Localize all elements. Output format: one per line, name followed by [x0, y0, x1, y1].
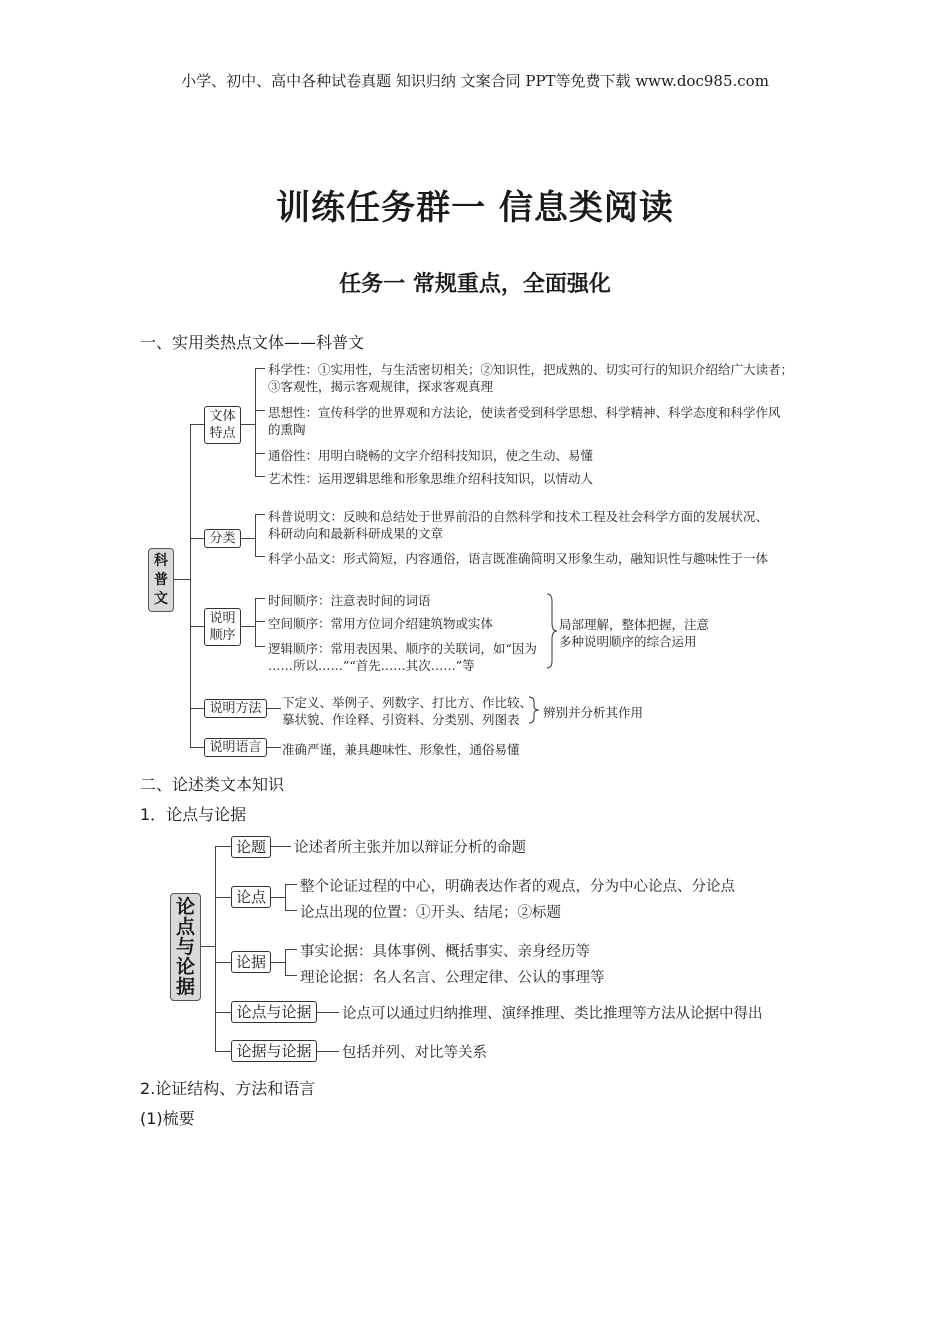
page-title: 训练任务群一 信息类阅读	[276, 188, 674, 228]
node-evidence-text-1: 事实论据：具体事例、概括事实、亲身经历等	[300, 944, 590, 960]
page-header: 小学、初中、高中各种试卷真题 知识归纳 文案合同 PPT等免费下载 www.doc985.com	[181, 72, 769, 90]
node-argument-evidence: 论点与论据	[231, 1001, 317, 1023]
section2-sub1: 1．论点与论据	[140, 805, 247, 824]
methods-line-2: 摹状貌、作诠释、引资料、分类别、列图表	[282, 712, 520, 727]
section2-sub2: 2.论证结构、方法和语言	[140, 1079, 316, 1098]
features-item-4: 艺术性：运用逻辑思维和形象思维介绍科技知识，以情动人	[268, 471, 594, 486]
types-item-1-line-2: 科研动向和最新科研成果的文章	[268, 526, 444, 541]
methods-note: 辨别并分析其作用	[543, 705, 644, 720]
node-topic: 论题	[231, 836, 271, 858]
features-item-1-line-2: ③客观性，揭示客观规律，探求客观真理	[268, 379, 494, 394]
node-argument-text-1: 整个论证过程的中心，明确表达作者的观点，分为中心论点、分论点	[300, 879, 735, 895]
language-text: 准确严谨，兼具趣味性、形象性，通俗易懂	[282, 742, 520, 757]
node-argument-text-2: 论点出现的位置：①开头、结尾；②标题	[300, 905, 561, 921]
node-argument: 论点	[231, 886, 271, 908]
features-item-2-line-2: 的熏陶	[268, 422, 306, 437]
language-node: 说明语言	[204, 738, 267, 757]
features-item-3: 通俗性：用明白晓畅的文字介绍科技知识，使之生动、易懂	[268, 448, 594, 463]
node-evidence-text-2: 理论论据：名人名言、公理定律、公认的事理等	[300, 970, 605, 986]
features-item-2-line-1: 思想性：宣传科学的世界观和方法论，使读者受到科学思想、科学精神、科学态度和科学作风	[268, 405, 781, 420]
page-subtitle: 任务一 常规重点，全面强化	[339, 272, 611, 297]
features-item-1-line-1: 科学性：①实用性，与生活密切相关；②知识性，把成熟的、切实可行的知识介绍给广大读者；	[268, 362, 794, 377]
order-note-line-1: 局部理解，整体把握，注意	[559, 617, 710, 632]
types-item-2: 科学小品文：形式简短，内容通俗，语言既准确简明又形象生动，融知识性与趣味性于一体	[268, 551, 769, 566]
types-node: 分类	[204, 529, 241, 548]
node-argument-evidence-text: 论点可以通过归纳推理、演绎推理、类比推理等方法从论据中得出	[342, 1006, 763, 1022]
kepuwen-root: 科 普 文	[148, 548, 174, 612]
node-topic-text: 论述者所主张并加以辩证分析的命题	[294, 840, 526, 856]
node-evidence-evidence-text: 包括并列、对比等关系	[342, 1045, 487, 1061]
section1-heading: 一、实用类热点文体——科普文	[140, 333, 365, 352]
methods-line-1: 下定义、举例子、列数字、打比方、作比较、	[282, 695, 533, 710]
methods-right-brace	[528, 696, 540, 724]
order-note-line-2: 多种说明顺序的综合运用	[559, 634, 697, 649]
methods-node: 说明方法	[204, 699, 267, 718]
order-item-logic-line-1: 逻辑顺序：常用表因果、顺序的关联词，如“因为	[268, 641, 537, 656]
lundian-root: 论 点 与 论 据	[170, 893, 201, 1001]
features-node: 文体 特点	[204, 406, 241, 444]
order-item-logic-line-2: ……所以……”“首先……其次……”等	[268, 658, 475, 673]
types-item-1-line-1: 科普说明文：反映和总结处于世界前沿的自然科学和技术工程及社会科学方面的发展状况、	[268, 509, 769, 524]
order-item-time: 时间顺序：注意表时间的词语	[268, 593, 431, 608]
order-item-space: 空间顺序：常用方位词介绍建筑物或实体	[268, 616, 494, 631]
section2-sub3: (1)梳要	[140, 1109, 195, 1128]
node-evidence-evidence: 论据与论据	[231, 1040, 317, 1062]
node-evidence: 论据	[231, 951, 271, 973]
order-right-brace	[546, 593, 558, 669]
order-node: 说明 顺序	[204, 608, 241, 646]
section2-heading: 二、论述类文本知识	[140, 775, 285, 794]
